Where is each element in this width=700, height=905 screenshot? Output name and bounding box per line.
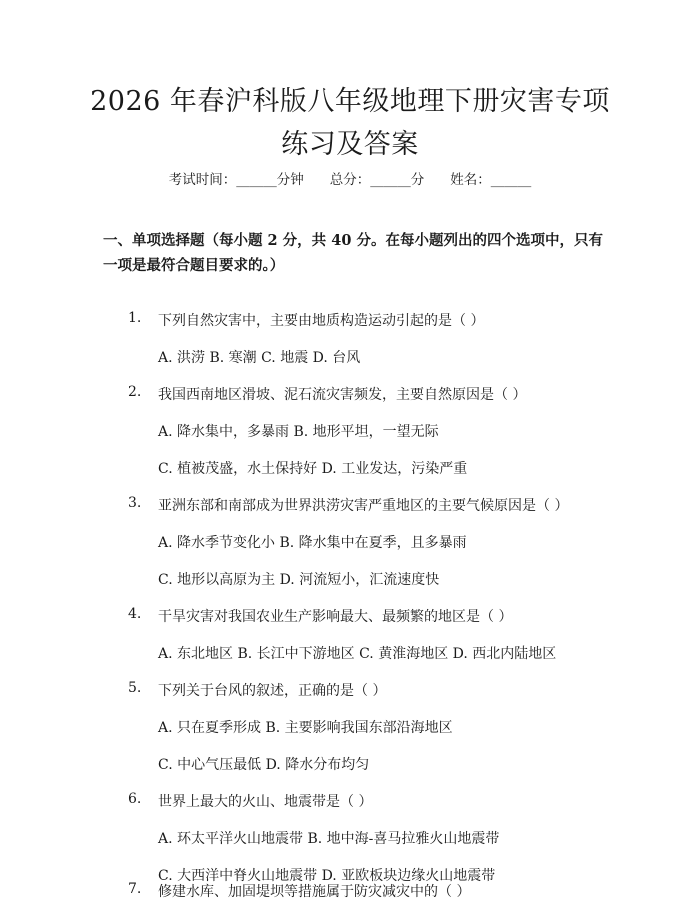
question-options: C. 地形以高原为主 D. 河流短小，汇流速度快 (158, 572, 440, 588)
question-text: 亚洲东部和南部成为世界洪涝灾害严重地区的主要气候原因是（ ） (158, 498, 569, 514)
exam-info-line (0, 168, 700, 188)
question-options: A. 东北地区 B. 长江中下游地区 C. 黄淮海地区 D. 西北内陆地区 (158, 646, 557, 662)
question-number: 6. (128, 791, 142, 807)
question-options: C. 大西洋中脊火山地震带 D. 亚欧板块边缘火山地震带 (158, 868, 496, 884)
student-name-field: 姓名：______ (450, 172, 532, 188)
question-number: 7. (128, 881, 142, 897)
question-options: C. 植被茂盛，水土保持好 D. 工业发达，污染严重 (158, 461, 468, 477)
question-text: 下列自然灾害中，主要由地质构造运动引起的是（ ） (158, 313, 485, 329)
question-number: 2. (128, 384, 142, 400)
question-text: 世界上最大的火山、地震带是（ ） (158, 794, 373, 810)
question-text: 下列关于台风的叙述，正确的是（ ） (158, 683, 387, 699)
question-number: 5. (128, 680, 142, 696)
question-options: A. 只在夏季形成 B. 主要影响我国东部沿海地区 (158, 720, 453, 736)
question-options: A. 环太平洋火山地震带 B. 地中海-喜马拉雅火山地震带 (158, 831, 500, 847)
question-number: 1. (128, 310, 142, 326)
section-heading: 一、单项选择题（每小题 2 分，共 40 分。在每小题列出的四个选项中，只有一项是最符合题目要求的。） (103, 232, 603, 274)
question-options: A. 降水集中，多暴雨 B. 地形平坦，一望无际 (158, 424, 439, 440)
question-number: 3. (128, 495, 142, 511)
question-text: 修建水库、加固堤坝等措施属于防灾减灾中的（ ） (158, 884, 471, 900)
page-title: 2026 年春沪科版八年级地理下册灾害专项练习及答案 (90, 86, 610, 160)
question-text: 干旱灾害对我国农业生产影响最大、最频繁的地区是（ ） (158, 609, 513, 625)
total-score-field: 总分：______分 (329, 172, 425, 188)
question-options: C. 中心气压最低 D. 降水分布均匀 (158, 757, 370, 773)
question-text: 我国西南地区滑坡、泥石流灾害频发，主要自然原因是（ ） (158, 387, 527, 403)
question-number: 4. (128, 606, 142, 622)
question-options: A. 洪涝 B. 寒潮 C. 地震 D. 台风 (158, 350, 361, 366)
question-options: A. 降水季节变化小 B. 降水集中在夏季，且多暴雨 (158, 535, 467, 551)
exam-time-field: 考试时间：______分钟 (168, 172, 304, 188)
